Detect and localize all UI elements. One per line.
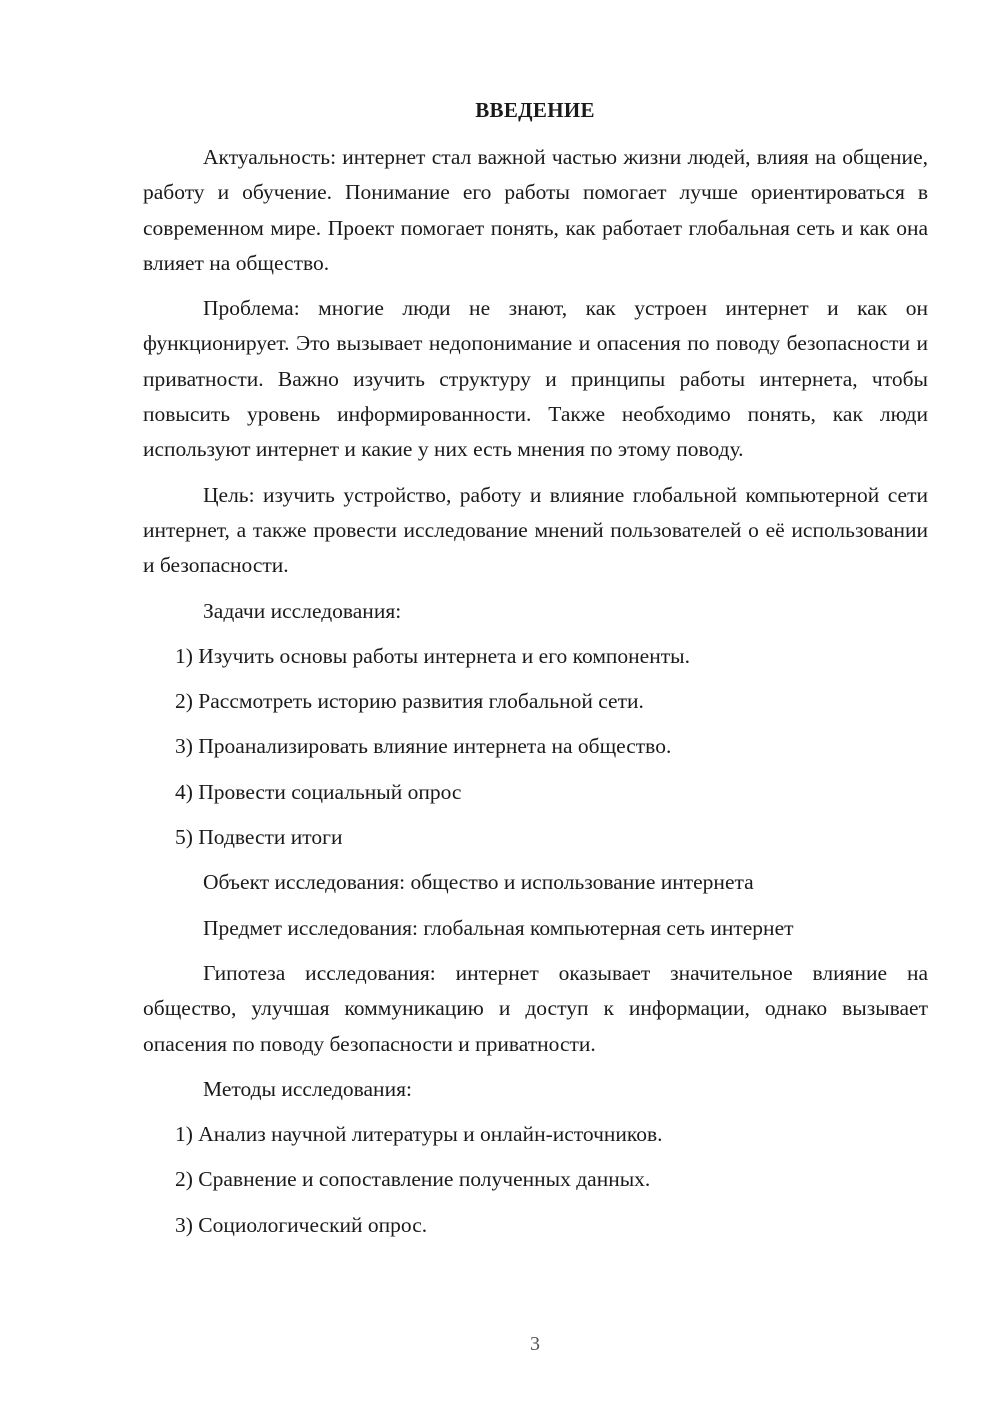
list-item: 4) Провести социальный опрос <box>175 779 462 804</box>
methods-list <box>143 1117 928 1243</box>
list-item: 2) Рассмотреть историю развития глобальной сети. <box>175 689 644 714</box>
list-item: 3) Социологический опрос. <box>175 1212 428 1237</box>
list-item: 3) Проанализировать влияние интернета на общество. <box>175 734 672 759</box>
page-number: 3 <box>530 1333 540 1355</box>
list-item: 1) Изучить основы работы интернета и его компоненты. <box>175 643 690 668</box>
research-object: Объект исследования: общество и использование интернета <box>203 870 754 895</box>
list-item: 2) Сравнение и сопоставление полученных данных. <box>175 1167 651 1192</box>
tasks-list <box>143 639 928 855</box>
relevance-paragraph: Актуальность: интернет стал важной частью жизни людей, влияя на общение, работу и обучение. Понимание его работы помогает лучше ориентироваться в современном мире. Проект помогает понять, как работает глобальная сеть и как она влияет на общество. <box>143 145 928 275</box>
page-content <box>143 140 928 1253</box>
hypothesis-paragraph: Гипотеза исследования: интернет оказывает значительное влияние на общество, улучшая коммуникацию и доступ к информации, однако вызывает опасения по поводу безопасности и приватности. <box>143 960 928 1056</box>
page-title: ВВЕДЕНИЕ <box>475 98 595 122</box>
tasks-heading: Задачи исследования: <box>203 598 402 623</box>
list-item: 1) Анализ научной литературы и онлайн-источников. <box>175 1122 663 1147</box>
list-item: 5) Подвести итоги <box>175 825 343 850</box>
research-subject: Предмет исследования: глобальная компьютерная сеть интернет <box>203 915 794 940</box>
problem-paragraph: Проблема: многие люди не знают, как устроен интернет и как он функционирует. Это вызывает недопонимание и опасения по поводу безопасности и приватности. Важно изучить структуру и принципы работы интернета, чтобы повысить уровень информированности. Также необходимо понять, как люди используют интернет и какие у них есть мнения по этому поводу. <box>143 296 928 462</box>
methods-heading: Методы исследования: <box>203 1076 412 1101</box>
goal-paragraph: Цель: изучить устройство, работу и влияние глобальной компьютерной сети интернет, а также провести исследование мнений пользователей о её использовании и безопасности. <box>143 482 928 578</box>
